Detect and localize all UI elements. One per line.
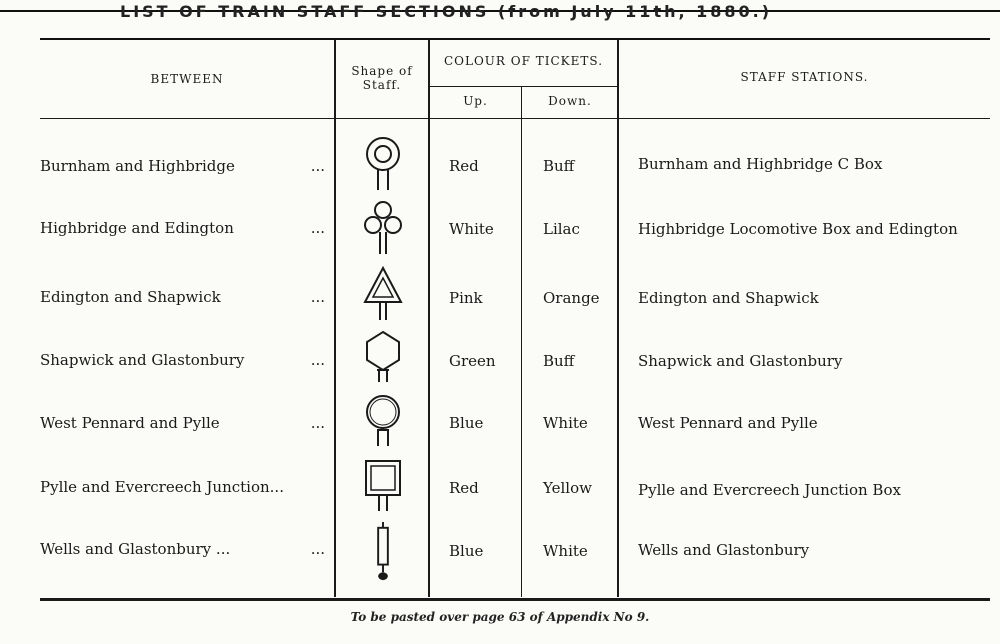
ticket-down: Orange xyxy=(543,289,600,307)
route-name: Burnham and Highbridge xyxy=(40,157,235,175)
leader-dots: ... xyxy=(310,540,325,558)
circle-staff-icon xyxy=(355,390,411,450)
table-row-between xyxy=(40,350,325,370)
table-row-between xyxy=(40,539,325,559)
ring-staff-icon xyxy=(355,134,411,194)
table-row-between xyxy=(40,413,325,433)
header-colour: COLOUR OF TICKETS. xyxy=(443,54,604,68)
ticket-up: Green xyxy=(449,352,496,370)
bar-staff-icon xyxy=(355,522,411,582)
ticket-down: White xyxy=(543,414,588,432)
triangle-staff-icon xyxy=(355,264,411,324)
header-split-rule xyxy=(429,86,617,87)
staff-station: Highbridge Locomotive Box and Edington xyxy=(638,220,958,238)
hexagon-staff-icon xyxy=(355,326,411,386)
column-divider xyxy=(428,40,430,597)
leader-dots: ... xyxy=(310,288,325,306)
table-row-between xyxy=(40,156,325,176)
ticket-down: Yellow xyxy=(543,479,592,497)
square-staff-icon xyxy=(355,455,411,515)
route-name: Highbridge and Edington xyxy=(40,219,234,237)
header-bottom-rule xyxy=(40,118,990,119)
header-stations: STAFF STATIONS. xyxy=(740,70,869,84)
ticket-up: Pink xyxy=(449,289,483,307)
footer-note: To be pasted over page 63 of Appendix No 9. xyxy=(350,610,650,624)
ticket-down: Lilac xyxy=(543,220,580,238)
leader-dots: ... xyxy=(310,414,325,432)
route-name: Pylle and Evercreech Junction... xyxy=(40,478,284,496)
header-between: BETWEEN xyxy=(150,72,224,86)
staff-station: Wells and Glastonbury xyxy=(638,541,810,559)
route-name: Edington and Shapwick xyxy=(40,288,221,306)
header-down: Down. xyxy=(548,94,592,108)
staff-station: West Pennard and Pylle xyxy=(638,414,818,432)
staff-station: Pylle and Evercreech Junction Box xyxy=(638,481,901,499)
ticket-up: Red xyxy=(449,479,479,497)
ticket-up: White xyxy=(449,220,494,238)
leader-dots: ... xyxy=(310,219,325,237)
header-rule xyxy=(40,38,990,40)
trefoil-staff-icon xyxy=(355,198,411,258)
ticket-up: Red xyxy=(449,157,479,175)
column-divider xyxy=(521,86,522,597)
ticket-down: Buff xyxy=(543,352,575,370)
ticket-up: Blue xyxy=(449,414,484,432)
route-name: Wells and Glastonbury ... xyxy=(40,540,231,558)
ticket-down: Buff xyxy=(543,157,575,175)
staff-station: Shapwick and Glastonbury xyxy=(638,352,843,370)
staff-station: Edington and Shapwick xyxy=(638,289,819,307)
ticket-down: White xyxy=(543,542,588,560)
column-divider xyxy=(334,40,336,597)
document-title: LIST OF TRAIN STAFF SECTIONS (from July 11th, 1880.) xyxy=(120,2,773,21)
header-shape: Shape of Staff. xyxy=(351,64,413,92)
leader-dots: ... xyxy=(310,351,325,369)
route-name: West Pennard and Pylle xyxy=(40,414,220,432)
table-row-between xyxy=(40,287,325,307)
table-row-between xyxy=(40,477,325,497)
table-row-between xyxy=(40,218,325,238)
leader-dots: ... xyxy=(310,157,325,175)
ticket-up: Blue xyxy=(449,542,484,560)
staff-station: Burnham and Highbridge C Box xyxy=(638,155,883,173)
column-divider xyxy=(617,40,619,597)
bottom-rule xyxy=(40,598,990,601)
header-up: Up. xyxy=(463,94,488,108)
route-name: Shapwick and Glastonbury xyxy=(40,351,245,369)
